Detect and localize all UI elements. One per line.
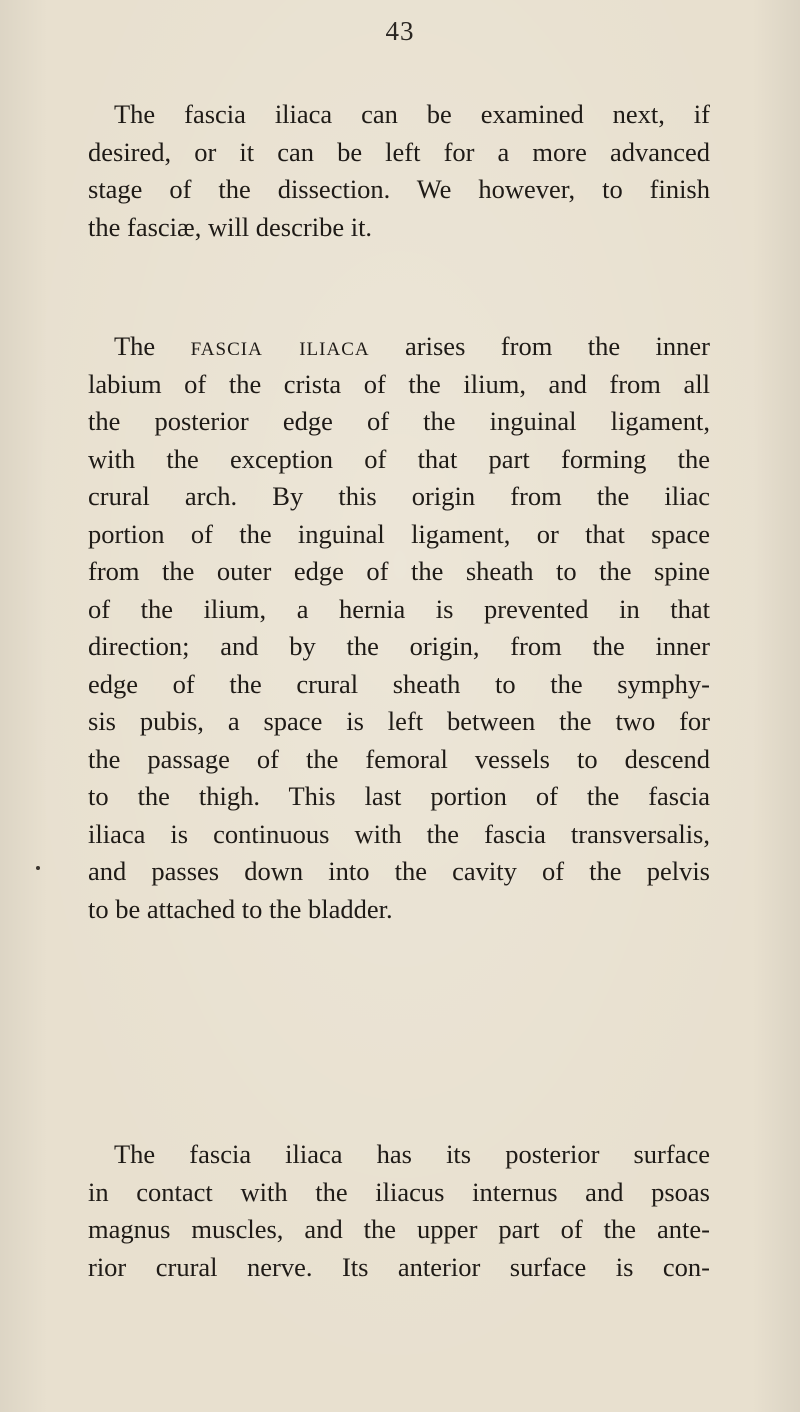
text-line: labium of the crista of the ilium, and from all [88,368,710,399]
text-line: stage of the dissection. We however, to finish [88,174,710,204]
text-line: in contact with the iliacus internus and psoas [88,1176,710,1207]
page-number: 43 [385,16,415,46]
text-line: sis pubis, a space is left between the two for [88,706,710,736]
text-line: desired, or it can be left for a more advanced [88,136,710,167]
text-line: the fasciæ, will describe it. [88,211,373,242]
text-line: portion of the inguinal ligament, or that space [88,518,710,549]
text-line: of the ilium, a hernia is prevented in that [88,593,710,624]
text-line: crural arch. By this origin from the iliac [88,481,710,511]
text-line: and passes down into the cavity of the pelvis [88,856,710,886]
paragraph-1 [88,96,710,246]
paragraph-3 [88,1136,710,1286]
text-line: edge of the crural sheath to the symphy- [88,668,710,699]
text-line: The fascia iliaca has its posterior surface [114,1139,710,1169]
text-line: to be attached to the bladder. [88,893,393,924]
text-line: to the thigh. This last portion of the fascia [88,781,710,811]
text-line: iliaca is continuous with the fascia transversalis, [88,818,710,849]
text-line: from the outer edge of the sheath to the spine [88,556,710,586]
text-line: the passage of the femoral vessels to descend [88,743,710,774]
text-line: magnus muscles, and the upper part of the ante- [88,1214,710,1244]
text-line: the posterior edge of the inguinal ligament, [88,406,710,436]
lead-in-word: The [114,331,156,361]
gutter-speck [36,866,40,870]
text-line: with the exception of that part forming the [88,443,710,474]
fascia-iliaca-term: fascia iliaca [190,331,370,361]
paragraph-2 [88,328,710,928]
text-line-lead [88,328,710,366]
text-line: rior crural nerve. Its anterior surface is con- [88,1251,710,1282]
text-line: The fascia iliaca can be examined next, if [114,99,710,129]
lead-in-rest: arises from the inner [405,331,711,361]
text-line: direction; and by the origin, from the inner [88,631,710,661]
